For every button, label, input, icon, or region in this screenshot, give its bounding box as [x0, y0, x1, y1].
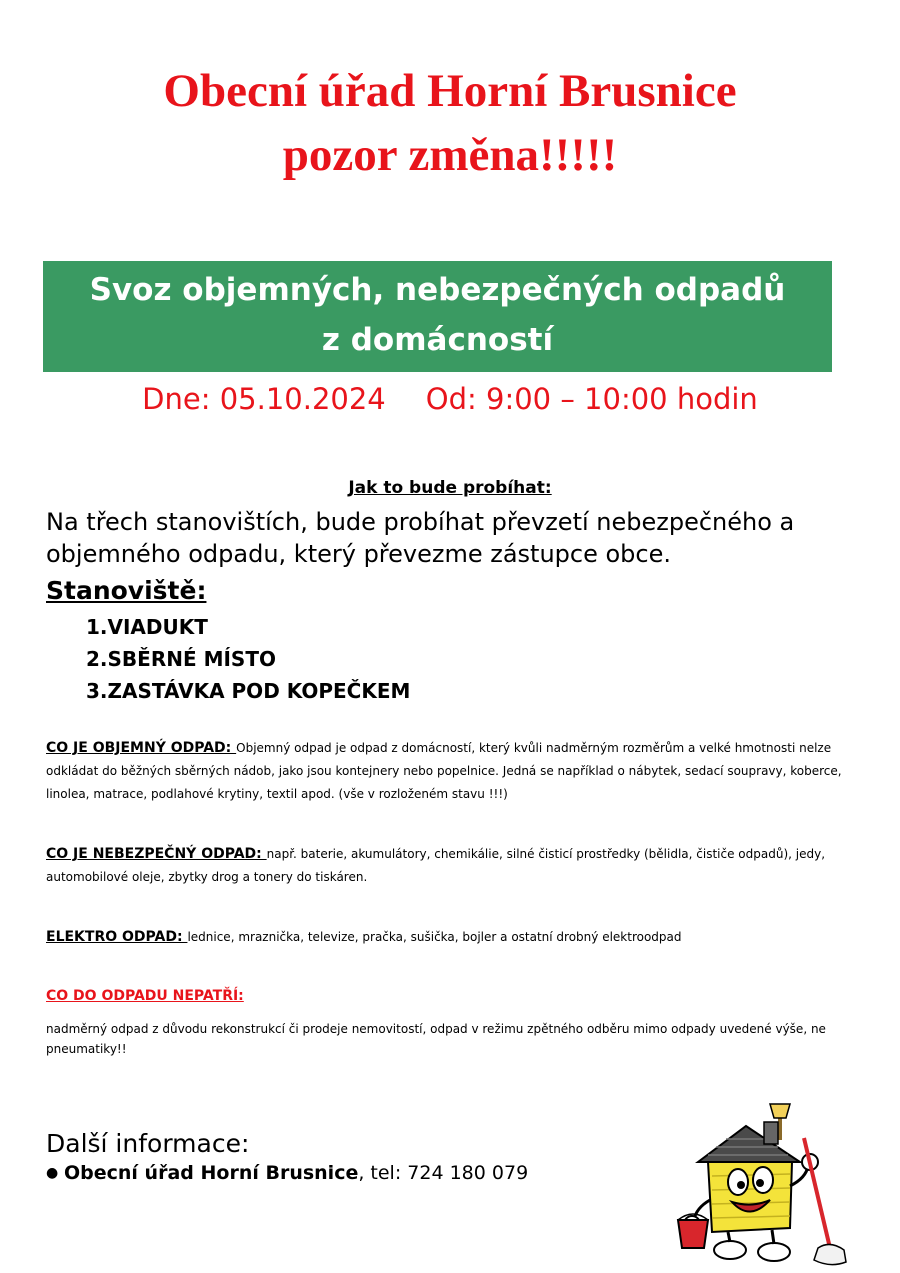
schedule-time: Od: 9:00 – 10:00 hodin: [425, 382, 758, 416]
page-subtitle: pozor změna!!!!!: [282, 129, 618, 181]
schedule-line: [0, 381, 900, 417]
intro-line-2: objemného odpadu, který převezme zástupce obce.: [46, 540, 672, 568]
collection-banner: [43, 261, 832, 372]
bulky-waste-label: CO JE OBJEMNÝ ODPAD:: [46, 740, 237, 756]
banner-line-1: Svoz objemných, nebezpečných odpadů: [89, 272, 786, 308]
bulky-waste-section: [46, 737, 866, 806]
hazardous-waste-label: CO JE NEBEZPEČNÝ ODPAD:: [46, 846, 267, 862]
electro-waste-text: lednice, mraznička, televize, pračka, sušička, bojler a ostatní drobný elektroodpad: [187, 930, 682, 944]
station-item: 3.ZASTÁVKA POD KOPEČKEM: [86, 679, 411, 703]
excluded-waste-text: nadměrný odpad z důvodu rekonstrukcí či prodeje nemovitostí, odpad v režimu zpětného odběru mimo odpady uvedené výše, ne pneumatiky!!: [46, 1022, 826, 1056]
electro-waste-label: ELEKTRO ODPAD:: [46, 929, 188, 945]
hazardous-waste-text: např. baterie, akumulátory, chemikálie, silné čisticí prostředky (bělidla, čističe odpadů), jedy, automobilové oleje, zbytky drog a tonery do tiskáren.: [46, 847, 826, 884]
bulky-waste-text: Objemný odpad je odpad z domácností, který kvůli nadměrným rozměrům a velké hmotnosti nelze odkládat do běžných sběrných nádob, jako jsou kontejnery nebo popelnice. Jedná se například o nábytek, sedací soupravy, koberce, linolea, matrace, podlahové krytiny, textil apod. (vše v rozloženém stavu !!!): [46, 741, 842, 801]
stations-list: [86, 611, 410, 707]
info-phone: , tel: 724 180 079: [358, 1162, 529, 1184]
stations-heading: Stanoviště:: [46, 576, 207, 605]
banner-line-2: z domácností: [321, 322, 554, 358]
bullet-icon: ●: [46, 1165, 59, 1181]
cleaning-house-mascot-icon: [668, 1100, 868, 1270]
hazardous-waste-section: [46, 843, 866, 889]
info-contact: [46, 1160, 528, 1186]
station-item: 2.SBĚRNÉ MÍSTO: [86, 647, 276, 671]
intro-text: [46, 506, 866, 570]
page-title: Obecní úřad Horní Brusnice: [163, 65, 737, 117]
howto-heading: Jak to bude probíhat:: [348, 478, 552, 498]
info-office: Obecní úřad Horní Brusnice: [64, 1162, 359, 1184]
excluded-waste-label: CO DO ODPADU NEPATŘÍ:: [46, 988, 244, 1004]
intro-line-1: Na třech stanovištích, bude probíhat převzetí nebezpečného a: [46, 508, 795, 536]
info-heading: Další informace:: [46, 1129, 250, 1158]
electro-waste-section: [46, 926, 866, 949]
schedule-date: Dne: 05.10.2024: [142, 382, 386, 416]
station-item: 1.VIADUKT: [86, 615, 208, 639]
